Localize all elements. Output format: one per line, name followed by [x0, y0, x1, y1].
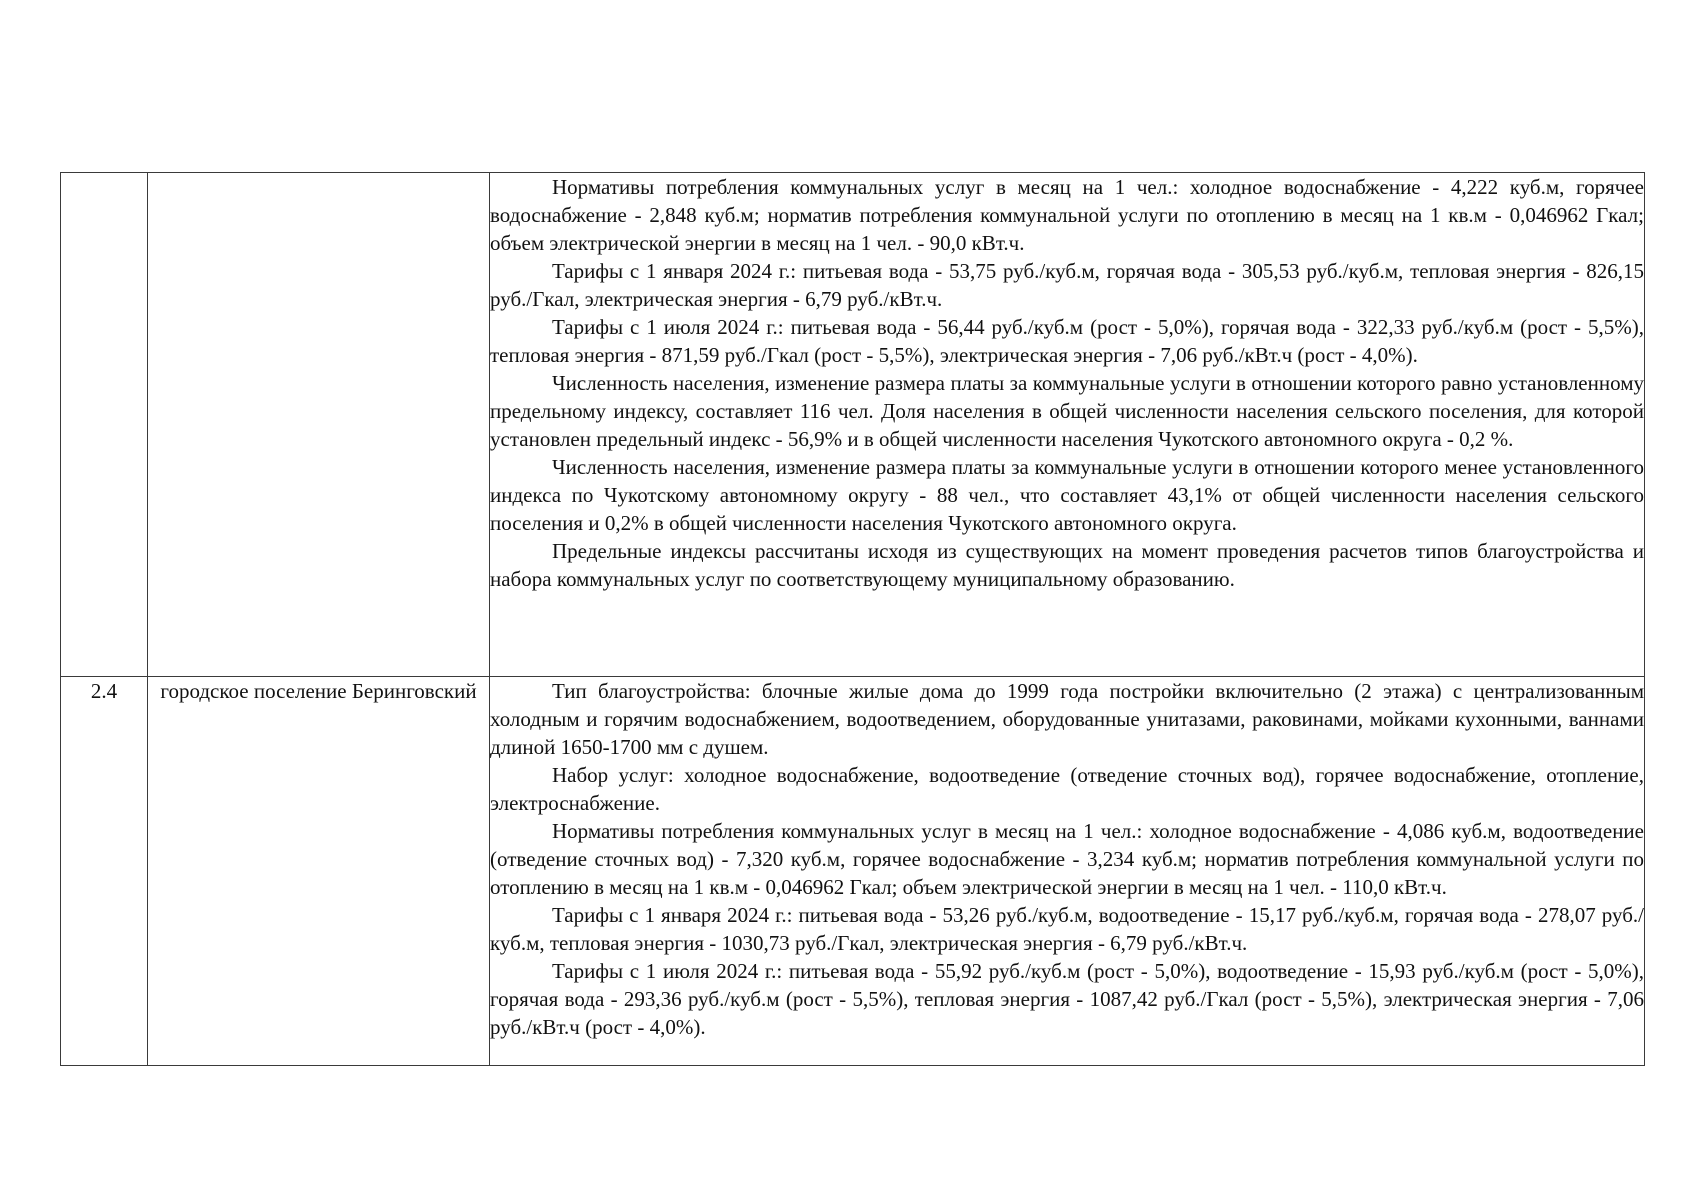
- description-paragraph: Тип благоустройства: блочные жилые дома до 1999 года постройки включительно (2 этажа) с централизованным холодным и горячим водоснабжением, водоотведением, оборудованные унитазами, раковинами, мойками кухонными, ваннами длиной 1650-1700 мм с душем.: [490, 679, 1644, 759]
- description-cell: [490, 173, 1645, 677]
- row-number-cell: 2.4: [61, 677, 148, 1066]
- description-paragraph: Тарифы с 1 января 2024 г.: питьевая вода - 53,75 руб./куб.м, горячая вода - 305,53 руб./куб.м, тепловая энергия - 826,15 руб./Гкал, электрическая энергия - 6,79 руб./кВт.ч.: [490, 259, 1644, 311]
- settlement-name-cell: [148, 173, 490, 677]
- description-paragraph: Предельные индексы рассчитаны исходя из существующих на момент проведения расчетов типов благоустройства и набора коммунальных услуг по соответствующему муниципальному образованию.: [490, 539, 1644, 591]
- description-paragraph: Численность населения, изменение размера платы за коммунальные услуги в отношении которого менее установленного индекса по Чукотскому автономному округу - 88 чел., что составляет 43,1% от общей численности населения сельского поселения и 0,2% в общей численности населения Чукотского автономного округа.: [490, 455, 1644, 535]
- document-table: [60, 172, 1645, 1066]
- table-row: [61, 677, 1645, 1066]
- settlement-name-cell: городское поселение Беринговский: [148, 677, 490, 1066]
- description-paragraph: Тарифы с 1 июля 2024 г.: питьевая вода - 55,92 руб./куб.м (рост - 5,0%), водоотведение - 15,93 руб./куб.м (рост - 5,0%), горячая вода - 293,36 руб./куб.м (рост - 5,5%), тепловая энергия - 1087,42 руб./Гкал (рост - 5,5%), электрическая энергия - 7,06 руб./кВт.ч (рост - 4,0%).: [490, 959, 1644, 1039]
- table-row: [61, 173, 1645, 677]
- description-paragraph: Тарифы с 1 января 2024 г.: питьевая вода - 53,26 руб./куб.м, водоотведение - 15,17 руб./куб.м, горячая вода - 278,07 руб./куб.м, тепловая энергия - 1030,73 руб./Гкал, электрическая энергия - 6,79 руб./кВт.ч.: [490, 903, 1644, 955]
- description-paragraph: Тарифы с 1 июля 2024 г.: питьевая вода - 56,44 руб./куб.м (рост - 5,0%), горячая вода - 322,33 руб./куб.м (рост - 5,5%), тепловая энергия - 871,59 руб./Гкал (рост - 5,5%), электрическая энергия - 7,06 руб./кВт.ч (рост - 4,0%).: [490, 315, 1644, 367]
- description-paragraph: Набор услуг: холодное водоснабжение, водоотведение (отведение сточных вод), горячее водоснабжение, отопление, электроснабжение.: [490, 763, 1644, 815]
- description-paragraph: Нормативы потребления коммунальных услуг в месяц на 1 чел.: холодное водоснабжение - 4,086 куб.м, водоотведение (отведение сточных вод) - 7,320 куб.м, горячее водоснабжение - 3,234 куб.м; норматив потребления коммунальной услуги по отоплению в месяц на 1 кв.м - 0,046962 Гкал; объем электрической энергии в месяц на 1 чел. - 110,0 кВт.ч.: [490, 819, 1644, 899]
- description-cell: [490, 677, 1645, 1066]
- description-paragraph: Нормативы потребления коммунальных услуг в месяц на 1 чел.: холодное водоснабжение - 4,222 куб.м, горячее водоснабжение - 2,848 куб.м; норматив потребления коммунальной услуги по отоплению в месяц на 1 кв.м - 0,046962 Гкал; объем электрической энергии в месяц на 1 чел. - 90,0 кВт.ч.: [490, 175, 1644, 255]
- row-number-cell: [61, 173, 148, 677]
- description-paragraph: Численность населения, изменение размера платы за коммунальные услуги в отношении которого равно установленному предельному индексу, составляет 116 чел. Доля населения в общей численности населения сельского поселения, для которой установлен предельный индекс - 56,9% и в общей численности населения Чукотского автономного округа - 0,2 %.: [490, 371, 1644, 451]
